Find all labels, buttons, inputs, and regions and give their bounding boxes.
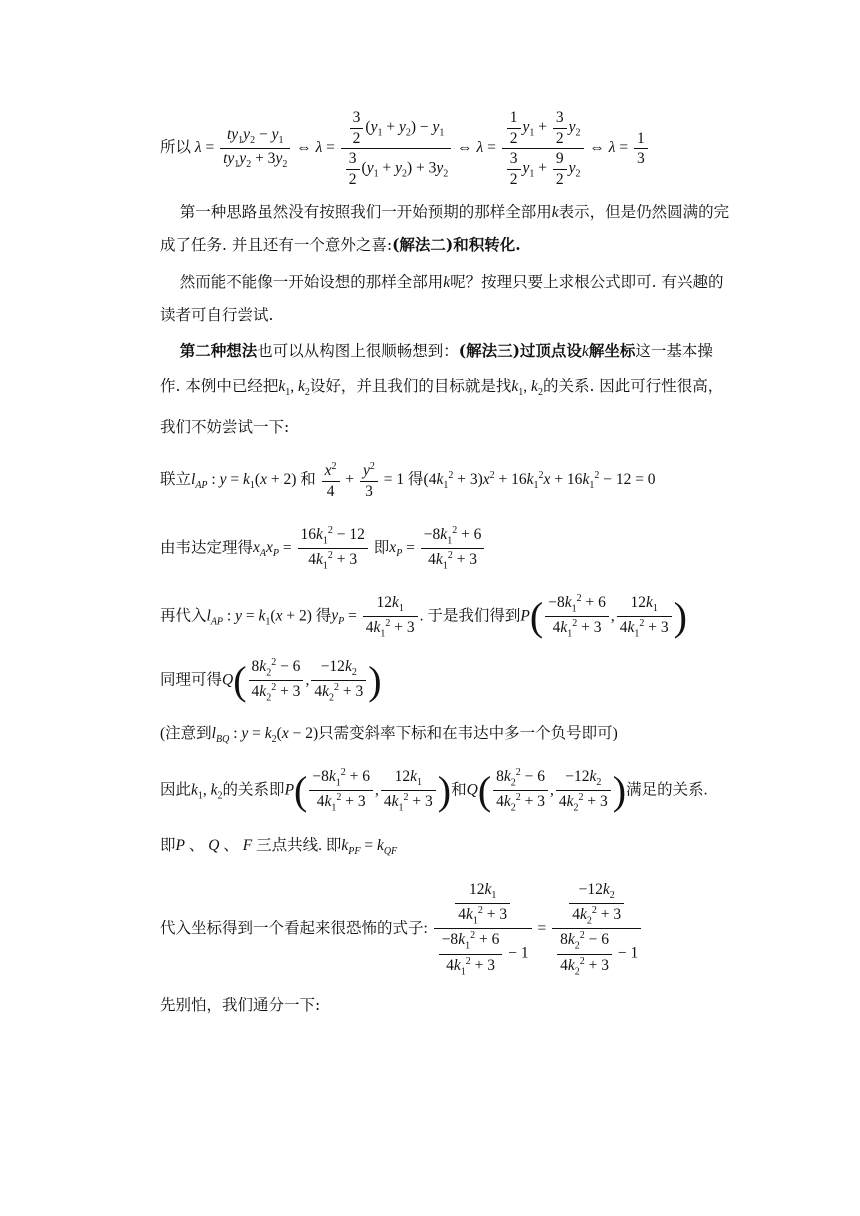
line-6-vieta: 由韦达定理得$x_Ax_P$ = $\frac{16k_1^2 - 12}{4k_1^2 + 3}$ 即$x_P$ = $\frac{-8k_1^2 + 6}{4k_1^2 + 3}$: [160, 526, 486, 572]
lambda-equation: 所以 λ = $\frac{ty_1y_2 - y_1}{ty_1y_2 + 3y_2}$ ⇔ λ = $\frac{3}{2}$ $(y_1 + y_2) - y_1$ $\frac{3}{2}$ $(y_1 + y_2) + 3y_2$ ⇔ λ = $\frac{1}{2}$ $y_1$ + $\frac{3}{2}$ $y_2$ $\frac{3}{2}$ $y_1$ + $\frac{9}{2}$ $y_2$ ⇔ λ = $\frac{1}{3}$: [160, 110, 650, 187]
paragraph-3: 然而能不能像一开始设想的那样全部用k呢？按理只要上求根公式即可. 有兴趣的读者可自行尝试.: [160, 273, 724, 324]
line-5-system: 联立$l_{AP}$ : $y = k_1(x + 2)$ 和 $\frac{x^2}{4}$ + $\frac{y^2}{3}$ = 1 得$(4k_1^2 + 3)x^2 + 16k_1^2x + 16k_1^2 - 12 = 0$: [160, 461, 656, 500]
line-9-note: (注意到$l_{BQ}$ : $y = k_2(x - 2)$只需变斜率下标和在韦达中多一个负号即可): [160, 725, 618, 746]
line-13: 先别怕，我们通分一下:: [160, 996, 321, 1014]
line-7-point-p: 再代入$l_{AP}$ : $y = k_1(x + 2)$ 得$y_P$ = $\frac{12k_1}{4k_1^2 + 3}$ . 于是我们得到P( $\frac{-8k_1^2 + 6}{4k_1^2 + 3}$ , $\frac{12k_1}{4k_1^2 + 3}$ ): [160, 593, 687, 640]
prefix-text: 所以: [160, 139, 192, 157]
line-10-relation: 因此$k_1$, $k_2$的关系即P( $\frac{-8k_1^2 + 6}{4k_1^2 + 3}$ , $\frac{12k_1}{4k_1^2 + 3}$ )和Q( $\frac{8k_2^2 - 6}{4k_2^2 + 3}$ , $\frac{-12k_2}{4k_2^2 + 3}$ )满足的关系.: [160, 767, 708, 814]
paragraph-2: 第一种思路虽然没有按照我们一开始预期的那样全部用k表示，但是仍然圆满的完成了任务. 并且还有一个意外之喜:(解法二)和积转化.: [160, 203, 730, 254]
line-8-point-q: 同理可得Q( $\frac{8k_2^2 - 6}{4k_2^2 + 3}$ , $\frac{-12k_2}{4k_2^2 + 3}$ ): [160, 657, 382, 704]
paragraph-4: 第二种想法也可以从构图上很顺畅想到：(解法三)过顶点设k解坐标这一基本操作. 本例中已经把$k_1$, $k_2$设好，并且我们的目标就是找$k_1$, $k_2$的关系. 因此可行性很高，我们不妨尝试一下:: [160, 341, 724, 437]
line-12-scary-expression: 代入坐标得到一个看起来很恐怖的式子: $\frac{12k_1}{4k_1^2 + 3}$ $\frac{-8k_1^2 + 6}{4k_1^2 + 3}$ − 1 = $\frac{-12k_2}{4k_2^2 + 3}$ $\frac{8k_2^2 - 6}{4k_2^2 + 3}$ − 1: [160, 882, 643, 977]
line-11-collinear: 即P 、 Q 、 F 三点共线. 即$k_{PF} = k_{QF}$: [160, 837, 398, 858]
